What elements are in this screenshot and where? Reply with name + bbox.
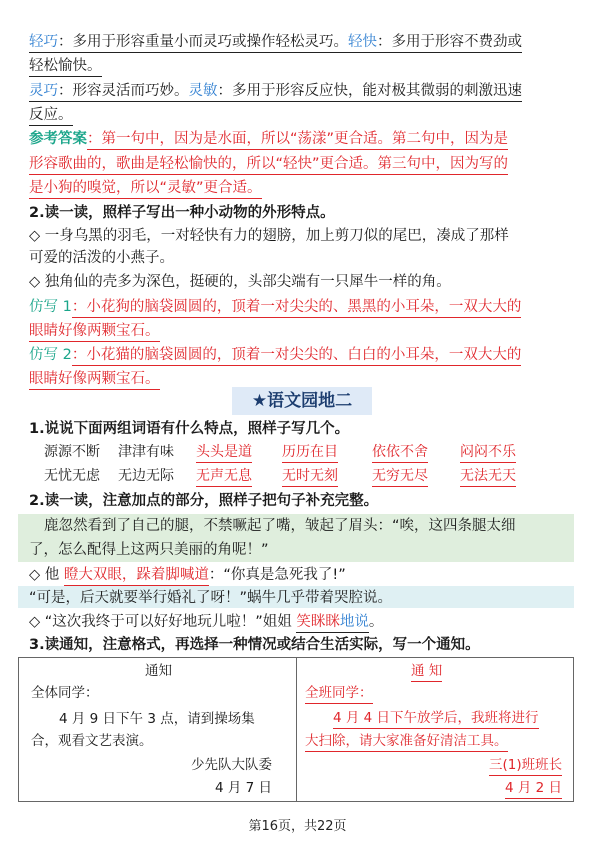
s2-passage-1a: 鹿忽然看到了自己的腿，不禁噘起了嘴，皱起了眉头：“唉，这四条腿太细 [44, 518, 516, 534]
word-answer: 头头是道 [196, 442, 252, 463]
s2-title: 2.读一读，注意加点的部分，照样子把句子补充完整。 [29, 493, 379, 509]
notice-right-signature [489, 754, 562, 776]
fangxie-2-text-b: 眼睛好像两颗宝石。 [29, 369, 160, 390]
word-answer: 无时无刻 [282, 466, 338, 487]
answer-text-3: 是小狗的嗅觉，所以“灵敏”更合适。 [29, 178, 262, 199]
fangxie-2-label: 仿写 2 [29, 347, 72, 363]
answer-label: 参考答案 [29, 131, 87, 147]
notice-right-heading [411, 660, 442, 682]
s2-passage-2: “可是，后天就要举行婚礼了呀！”蜗牛几乎带着哭腔说。 [29, 590, 393, 606]
s3-title: 3.读通知，注意格式，再选择一种情况或结合生活实际，写一个通知。 [29, 637, 480, 653]
s2-line-2-post: ：“你真是急死我了!” [208, 567, 346, 583]
notice-right-body-1 [333, 707, 539, 729]
answer-text-2: 形容歌曲的，歌曲是轻松愉快的，所以“轻快”更合适。第三句中，因为写的 [29, 154, 508, 175]
s2-passage-1b: 了，怎么配得上这两只美丽的角呢！” [29, 542, 269, 558]
notice-right-heading-text: 通 知 [411, 661, 442, 682]
lingqiao-line-1 [29, 80, 522, 102]
table-divider [296, 658, 297, 801]
s2-line-4 [29, 611, 383, 633]
notice-table [18, 657, 574, 802]
word-answer: 无穷无尽 [372, 466, 428, 487]
term-lingmin: 灵敏 [188, 83, 218, 99]
word-answer: 历历在目 [282, 442, 338, 463]
word-item: 源源不断 [44, 444, 100, 460]
notice-left-body-1: 4 月 9 日下午 3 点，请到操场集 [59, 711, 255, 727]
s1-title: 1.说说下面两组词语有什么特点，照样子写几个。 [29, 421, 350, 437]
qingqiao-line-1 [29, 31, 522, 53]
fangxie-1-text-a: ：小花狗的脑袋圆圆的，顶着一对尖尖的、黑黑的小耳朵，一双大大的 [72, 297, 522, 318]
s2-line-2 [29, 564, 346, 586]
s2-line-2-answer: 瞪大双眼，跺着脚喊道 [64, 565, 209, 586]
notice-left-signature: 少先队大队委 [191, 757, 272, 773]
fangxie-1-text-b: 眼睛好像两颗宝石。 [29, 321, 160, 342]
def-lingqiao: ：形容灵活而巧妙。 [58, 83, 189, 99]
s2-line-4-answer-2: 地说 [339, 614, 369, 630]
page-footer: 第16页，共22页 [248, 819, 347, 834]
fangxie-1-line-1 [29, 296, 521, 318]
notice-right-date-text: 4 月 2 日 [505, 778, 562, 799]
term-qingkuai: 轻快 [348, 34, 377, 50]
notice-right-body-2-text: 大扫除，请大家准备好清洁工具。 [305, 731, 508, 752]
notice-left-body-2: 合，观看文艺表演。 [31, 733, 153, 749]
qingqiao-line-2 [29, 55, 102, 77]
q2-example-1a: ◇ 一身乌黑的羽毛，一对轻快有力的翅膀，加上剪刀似的尾巴，凑成了那样 [29, 228, 509, 244]
def-lingmin-cont: 反应。 [29, 105, 73, 126]
notice-right-date [505, 777, 562, 799]
s2-line-2-pre: ◇ 他 [29, 567, 64, 583]
word-answer: 依依不舍 [372, 442, 428, 463]
notice-right-greeting-text: 全班同学： [305, 683, 373, 704]
fangxie-2-line-1 [29, 344, 521, 366]
def-qingkuai: ：多用于形容不费劲或 [377, 34, 522, 50]
term-lingqiao: 灵巧 [29, 83, 58, 99]
word-item: 无忧无虑 [44, 468, 100, 484]
notice-left-greeting: 全体同学： [31, 685, 99, 701]
word-answer: 无法无天 [460, 466, 516, 487]
notice-right-body-2 [305, 730, 508, 752]
section-title: ★语文园地二 [232, 387, 372, 415]
fangxie-1-line-2 [29, 320, 160, 342]
answer-line-3 [29, 177, 262, 199]
def-qingqiao: ：多用于形容重量小而灵巧或操作轻松灵巧。 [58, 34, 348, 50]
s2-line-4-post: 。 [368, 614, 384, 630]
term-qingqiao: 轻巧 [29, 34, 58, 50]
notice-right-signature-text: 三(1)班班长 [489, 755, 562, 776]
answer-line-2 [29, 153, 508, 175]
word-item: 无边无际 [118, 468, 174, 484]
fangxie-2-line-2 [29, 368, 160, 390]
s2-line-4-answer: 笑眯眯 [296, 614, 340, 630]
word-answer: 闷闷不乐 [460, 442, 516, 463]
notice-left-date: 4 月 7 日 [215, 780, 273, 796]
q2-example-2: ◇ 独角仙的壳多为深色，挺硬的，头部尖端有一只犀牛一样的角。 [29, 274, 451, 290]
notice-right-body-1-text: 4 月 4 日下午放学后，我班将进行 [333, 708, 539, 729]
notice-right-greeting [305, 682, 373, 704]
word-item: 津津有味 [118, 444, 174, 460]
def-lingmin: ：多用于形容反应快，能对极其微弱的刺激迅速 [217, 83, 522, 99]
def-qingkuai-cont: 轻松愉快。 [29, 56, 102, 77]
fangxie-2-text-a: ：小花猫的脑袋圆圆的，顶着一对尖尖的、白白的小耳朵，一双大大的 [72, 345, 522, 366]
answer-line-1 [29, 128, 508, 150]
q2-example-1b: 可爱的活泼的小燕子。 [29, 250, 174, 266]
answer-text-1: ：第一句中，因为是水面，所以“荡漾”更合适。第二句中，因为是 [87, 129, 508, 150]
fangxie-1-label: 仿写 1 [29, 299, 72, 315]
s2-line-4-pre: ◇ “这次我终于可以好好地玩儿啦！”姐姐 [29, 614, 297, 630]
q2-title: 2.读一读，照样子写出一种小动物的外形特点。 [29, 205, 335, 221]
notice-left-heading: 通知 [145, 663, 172, 679]
lingqiao-line-2 [29, 104, 73, 126]
word-answer: 无声无息 [196, 466, 252, 487]
